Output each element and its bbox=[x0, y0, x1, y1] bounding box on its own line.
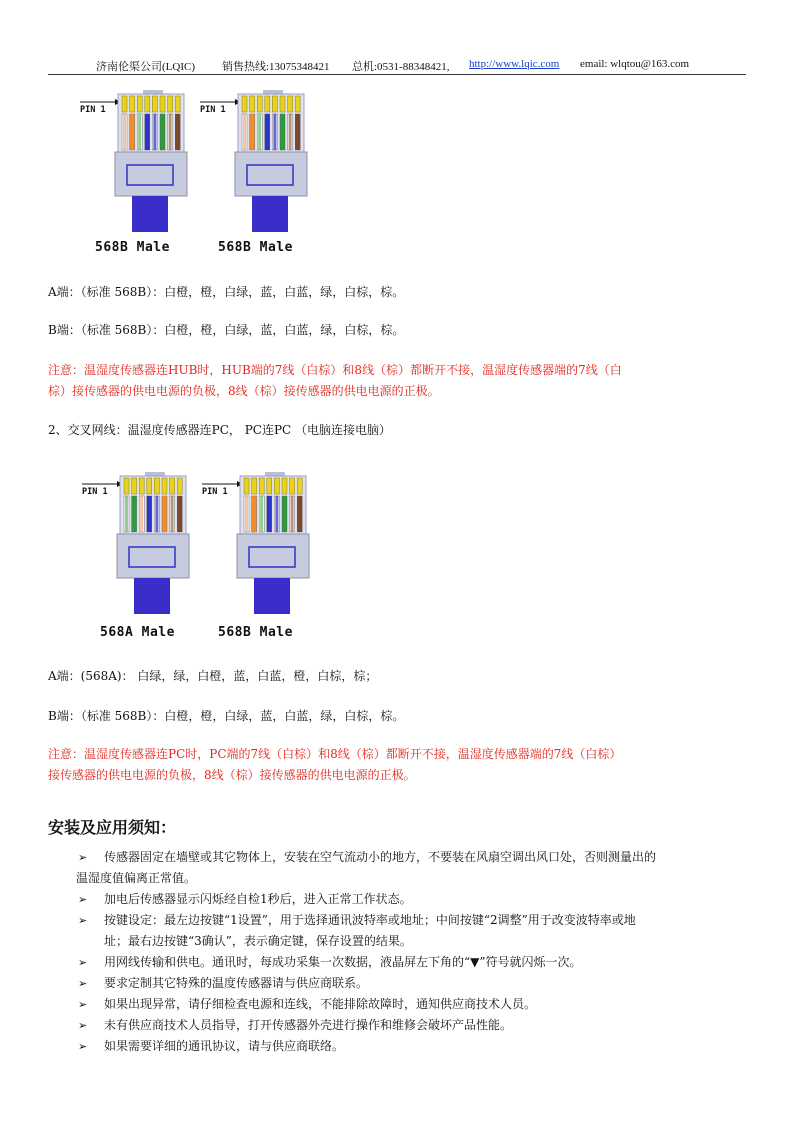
gold-contact bbox=[145, 96, 150, 112]
gold-contact bbox=[160, 96, 165, 112]
bullet-arrow-icon: ➢ bbox=[78, 914, 88, 927]
wire-stripe bbox=[163, 496, 166, 532]
gold-contact bbox=[288, 96, 293, 112]
install-notes-list bbox=[48, 847, 748, 1057]
cable bbox=[252, 196, 288, 232]
list-item: ➢ 加电后传感器显示闪烁经自检1秒后，进入正常工作状态。 bbox=[48, 889, 748, 910]
gold-contact bbox=[280, 96, 285, 112]
email-address: email: wlqtou@163.com bbox=[580, 58, 690, 70]
gold-contact bbox=[274, 478, 279, 494]
gold-contact bbox=[244, 478, 249, 494]
connector-568b-right bbox=[200, 90, 320, 240]
wire-stripe bbox=[243, 114, 246, 150]
gold-contact bbox=[130, 96, 135, 112]
gold-contact bbox=[122, 96, 127, 112]
plug-head bbox=[120, 476, 186, 534]
section1-a-end: A端：（标准 568B）：白橙，橙，白绿，蓝，白蓝，绿，白棕，棕。 bbox=[48, 285, 405, 299]
plug-head bbox=[240, 476, 306, 534]
bullet-arrow-icon: ➢ bbox=[78, 1040, 88, 1053]
wire-stripe bbox=[133, 496, 136, 532]
wire-stripe bbox=[289, 114, 292, 150]
wire-stripe bbox=[275, 496, 278, 532]
list-item: ➢ 按键设定：最左边按键“1设置”，用于选择通讯波特率或地址；中间按键“2调整”用于改变波特率或地 址；最右边按键“3确认”，表示确定键，保存设置的结果。 bbox=[48, 910, 748, 952]
plug-latch-window bbox=[247, 165, 293, 185]
plug-latch-window bbox=[127, 165, 173, 185]
wire-stripe bbox=[296, 114, 299, 150]
gold-contact bbox=[124, 478, 129, 494]
list-item: ➢ 用网线传输和供电。通讯时，每成功采集一次数据，液晶屏左下角的“▼”符号就闪烁一次。 bbox=[48, 952, 748, 973]
cable bbox=[254, 578, 290, 614]
pin1-label: PIN 1 bbox=[82, 487, 108, 497]
gold-contact bbox=[295, 96, 300, 112]
wire-stripe bbox=[178, 496, 181, 532]
gold-contact bbox=[272, 96, 277, 112]
gold-contact bbox=[267, 478, 272, 494]
wire-stripe bbox=[298, 496, 301, 532]
section1-b-end: B端：（标准 568B）：白橙，橙，白绿，蓝，白蓝，绿，白棕，棕。 bbox=[48, 323, 405, 337]
plug-latch-window bbox=[249, 547, 295, 567]
wire-stripe bbox=[291, 496, 294, 532]
gold-contact bbox=[250, 96, 255, 112]
gold-contact bbox=[177, 478, 182, 494]
gold-contact bbox=[242, 96, 247, 112]
gold-contact bbox=[175, 96, 180, 112]
wire-stripe bbox=[169, 114, 172, 150]
wire-stripe bbox=[140, 496, 143, 532]
caption-568a-left: 568A Male bbox=[100, 625, 175, 640]
connector-568a-left bbox=[82, 472, 202, 622]
gold-contact bbox=[162, 478, 167, 494]
gold-contact bbox=[152, 96, 157, 112]
wire-stripe bbox=[138, 114, 141, 150]
cable bbox=[134, 578, 170, 614]
gold-contact bbox=[139, 478, 144, 494]
install-heading: 安装及应用须知： bbox=[48, 818, 177, 837]
wire-stripe bbox=[273, 114, 276, 150]
page-header bbox=[48, 56, 746, 75]
main-phone: 总机:0531-88348421, bbox=[352, 61, 450, 73]
connector-568b-right-2 bbox=[202, 472, 322, 622]
gold-contact bbox=[257, 96, 262, 112]
gold-contact bbox=[290, 478, 295, 494]
pin1-label: PIN 1 bbox=[200, 105, 226, 115]
cable bbox=[132, 196, 168, 232]
wire-stripe bbox=[123, 114, 126, 150]
wire-stripe bbox=[251, 114, 254, 150]
list-item: ➢ 如果出现异常，请仔细检查电源和连线，不能排除故障时，通知供应商技术人员。 bbox=[48, 994, 748, 1015]
wire-stripe bbox=[253, 496, 256, 532]
caption-568b-right: 568B Male bbox=[218, 240, 293, 255]
pin1-label: PIN 1 bbox=[202, 487, 228, 497]
gold-contact bbox=[132, 478, 137, 494]
gold-contact bbox=[252, 478, 257, 494]
section1-note-line2: 棕）接传感器的供电电源的负极，8线（棕）接传感器的供电电源的正极。 bbox=[48, 384, 440, 398]
section1-note-line1: 注意：温湿度传感器连HUB时，HUB端的7线（白棕）和8线（棕）都断开不接，温湿度传感器端的7线（白 bbox=[48, 363, 622, 377]
gold-contact bbox=[265, 96, 270, 112]
gold-contact bbox=[297, 478, 302, 494]
wire-stripe bbox=[153, 114, 156, 150]
wire-stripe bbox=[146, 114, 149, 150]
wire-stripe bbox=[245, 496, 248, 532]
caption-568b-right-2: 568B Male bbox=[218, 625, 293, 640]
bullet-arrow-icon: ➢ bbox=[78, 893, 88, 906]
wire-stripe bbox=[260, 496, 263, 532]
section2-note-line2: 接传感器的供电电源的负极，8线（棕）接传感器的供电电源的正极。 bbox=[48, 768, 416, 782]
section2-note-line1: 注意：温湿度传感器连PC时，PC端的7线（白棕）和8线（棕）都断开不接，温湿度传感器端的7线（白棕） bbox=[48, 747, 622, 761]
bullet-arrow-icon: ➢ bbox=[78, 1019, 88, 1032]
sales-hotline: 销售热线:13075348421 bbox=[222, 61, 330, 73]
wire-stripe bbox=[283, 496, 286, 532]
gold-contact bbox=[170, 478, 175, 494]
gold-contact bbox=[168, 96, 173, 112]
plug-head bbox=[118, 94, 184, 152]
gold-contact bbox=[154, 478, 159, 494]
wire-stripe bbox=[171, 496, 174, 532]
pin1-label: PIN 1 bbox=[80, 105, 106, 115]
gold-contact bbox=[137, 96, 142, 112]
bullet-arrow-icon: ➢ bbox=[78, 851, 88, 864]
section2-a-end: A端：(568A)： 白绿，绿，白橙，蓝，白蓝，橙，白棕，棕； bbox=[48, 669, 378, 683]
gold-contact bbox=[259, 478, 264, 494]
plug-head bbox=[238, 94, 304, 152]
caption-568b-left: 568B Male bbox=[95, 240, 170, 255]
bullet-arrow-icon: ➢ bbox=[78, 998, 88, 1011]
list-item: ➢ 要求定制其它特殊的温度传感器请与供应商联系。 bbox=[48, 973, 748, 994]
wire-stripe bbox=[161, 114, 164, 150]
list-item: ➢ 传感器固定在墙壁或其它物体上，安装在空气流动小的地方，不要装在风扇空调出风口处，否则测量出的 温湿度值偏离正常值。 bbox=[48, 847, 748, 889]
wire-stripe bbox=[131, 114, 134, 150]
bullet-arrow-icon: ➢ bbox=[78, 977, 88, 990]
wire-stripe bbox=[176, 114, 179, 150]
wire-stripe bbox=[125, 496, 128, 532]
wire-stripe bbox=[155, 496, 158, 532]
section2-b-end: B端：（标准 568B）：白橙，橙，白绿，蓝，白蓝，绿，白棕，棕。 bbox=[48, 709, 405, 723]
wire-stripe bbox=[148, 496, 151, 532]
gold-contact bbox=[147, 478, 152, 494]
wire-stripe bbox=[268, 496, 271, 532]
list-item: ➢ 未有供应商技术人员指导，打开传感器外壳进行操作和维修会破坏产品性能。 bbox=[48, 1015, 748, 1036]
wire-stripe bbox=[258, 114, 261, 150]
company-name: 济南伦渠公司(LQIC) bbox=[96, 61, 195, 73]
list-item: ➢ 如果需要详细的通讯协议，请与供应商联络。 bbox=[48, 1036, 748, 1057]
website-link[interactable]: http://www.lqic.com bbox=[469, 58, 560, 70]
gold-contact bbox=[282, 478, 287, 494]
wire-stripe bbox=[281, 114, 284, 150]
wire-stripe bbox=[266, 114, 269, 150]
section2-title: 2、交叉网线：温湿度传感器连PC， PC连PC （电脑连接电脑） bbox=[48, 423, 392, 437]
bullet-arrow-icon: ➢ bbox=[78, 956, 88, 969]
connector-568b-left bbox=[80, 90, 200, 240]
plug-latch-window bbox=[129, 547, 175, 567]
